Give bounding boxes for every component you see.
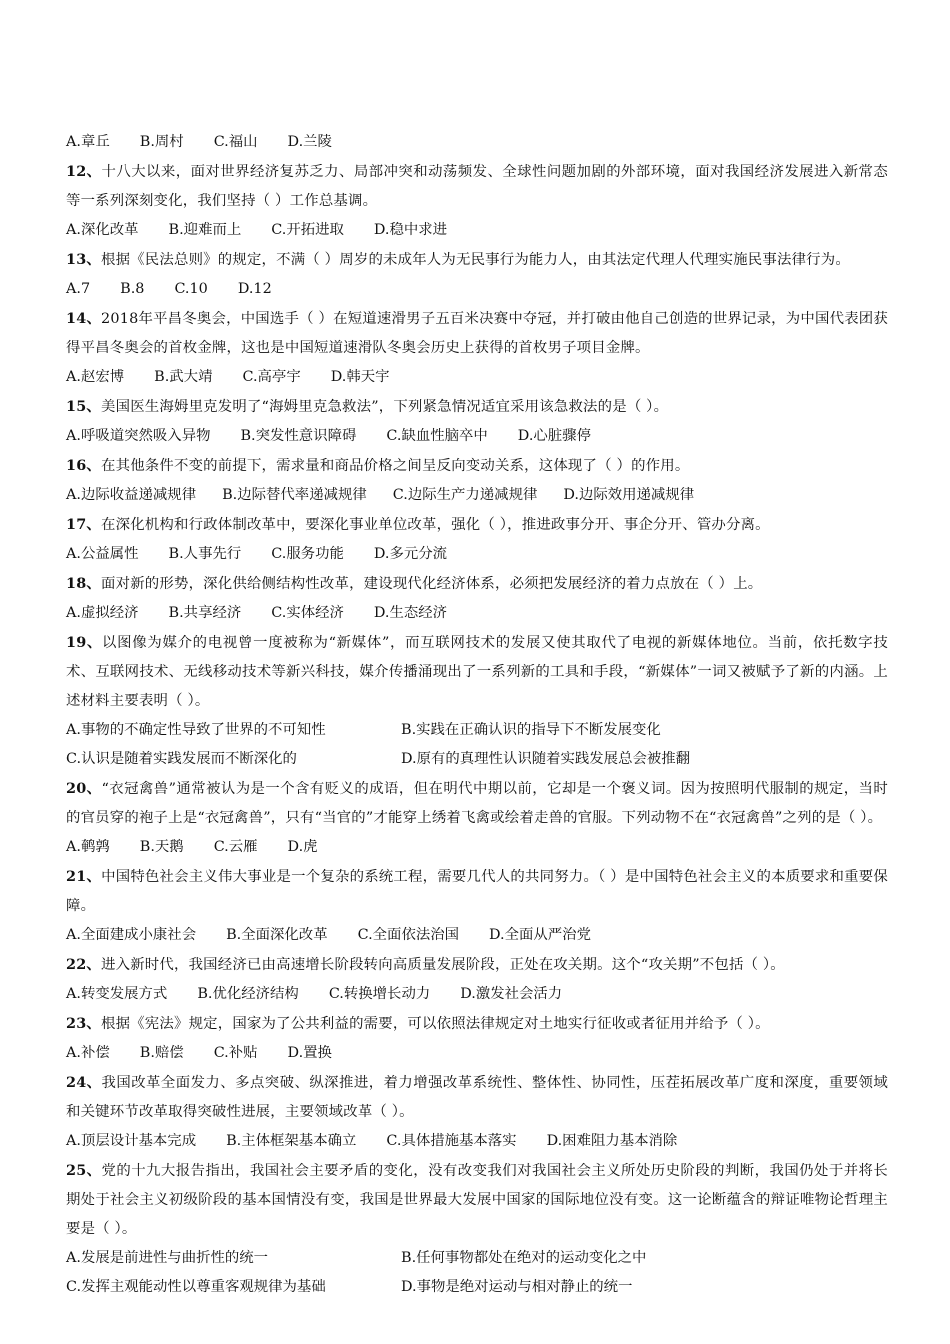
option: C.发挥主观能动性以尊重客观规律为基础 — [66, 1279, 326, 1295]
option: D.置换 — [287, 1045, 332, 1061]
question-text: 2018年平昌冬奥会，中国选手（ ）在短道速滑男子五百米决赛中夺冠，并打破由他自己创造的世界记录，为中国代表团获得平昌冬奥会的首枚金牌，这也是中国短道速滑队冬奥会历史上获得的首枚男子项目金牌。 — [66, 311, 888, 356]
question-21 — [66, 862, 888, 921]
option: D.虎 — [287, 839, 318, 855]
question-number: 23、 — [66, 1015, 102, 1032]
option: B.8 — [120, 281, 145, 297]
option: B.赔偿 — [139, 1045, 184, 1061]
option: B.武大靖 — [154, 369, 213, 385]
option: A.边际收益递减规律 — [66, 487, 197, 503]
option: D.困难阻力基本消除 — [546, 1133, 678, 1149]
option: C.具体措施基本落实 — [386, 1133, 517, 1149]
q21-options — [66, 921, 888, 950]
option: D.稳中求进 — [373, 222, 448, 238]
q25-options-row1 — [66, 1244, 888, 1273]
question-23 — [66, 1009, 888, 1039]
option: D.韩天宇 — [330, 369, 390, 385]
option: B.共享经济 — [168, 605, 242, 621]
q22-options — [66, 980, 888, 1009]
question-text: 在深化机构和行政体制改革中，要深化事业单位改革，强化（ ），推进政事分开、事企分开、管办分离。 — [101, 517, 770, 533]
question-text: 党的十九大报告指出，我国社会主要矛盾的变化，没有改变我们对我国社会主义所处历史阶段的判断，我国仍处于并将长期处于社会主义初级阶段的基本国情没有变，我国是世界最大发展中国家的国际地位没有变。这一论断蕴含的辩证唯物论哲理主要是（ ）。 — [66, 1163, 888, 1237]
option: B.任何事物都处在绝对的运动变化之中 — [401, 1250, 647, 1266]
question-14 — [66, 304, 888, 363]
option: C.边际生产力递减规律 — [392, 487, 538, 503]
question-number: 12、 — [66, 163, 102, 180]
option: D.全面从严治党 — [489, 927, 591, 943]
question-number: 15、 — [66, 398, 102, 415]
option: C.实体经济 — [271, 605, 344, 621]
option: C.缺血性脑卒中 — [386, 428, 488, 444]
option: C.开拓进取 — [271, 222, 344, 238]
q13-options — [66, 275, 888, 304]
q24-options — [66, 1127, 888, 1156]
question-number: 25、 — [66, 1162, 102, 1179]
option: B.实践在正确认识的指导下不断发展变化 — [401, 722, 661, 738]
q16-options — [66, 481, 888, 510]
question-text: 面对新的形势，深化供给侧结构性改革，建设现代化经济体系，必须把发展经济的着力点放在（ ）上。 — [101, 576, 763, 592]
question-number: 13、 — [66, 251, 102, 268]
option: C.补贴 — [213, 1045, 258, 1061]
question-text: “衣冠禽兽”通常被认为是一个含有贬义的成语，但在明代中期以前，它却是一个褒义词。因为按照明代服制的规定，当时的官员穿的袍子上是“衣冠禽兽”，只有“当官的”才能穿上绣着飞禽或绘着走兽的官服。下列动物不在“衣冠禽兽”之列的是（ ）。 — [66, 781, 888, 826]
option: A.发展是前进性与曲折性的统一 — [66, 1250, 269, 1266]
option: C.认识是随着实践发展而不断深化的 — [66, 751, 297, 767]
q15-options — [66, 422, 888, 451]
option: C.全面依法治国 — [357, 927, 460, 943]
question-text: 十八大以来，面对世界经济复苏乏力、局部冲突和动荡频发、全球性问题加剧的外部环境，面对我国经济发展进入新常态等一系列深刻变化，我们坚持（ ）工作总基调。 — [66, 164, 888, 209]
option: D.边际效用递减规律 — [563, 487, 695, 503]
q25-options-row2 — [66, 1273, 888, 1302]
option: C.服务功能 — [271, 546, 344, 562]
q14-options — [66, 363, 888, 392]
question-number: 22、 — [66, 956, 102, 973]
question-18 — [66, 569, 888, 599]
question-text: 我国改革全面发力、多点突破、纵深推进，着力增强改革系统性、整体性、协同性，压茬拓展改革广度和深度，重要领域和关键环节改革取得突破性进展，主要领域改革（ ）。 — [66, 1075, 888, 1120]
question-25 — [66, 1156, 888, 1244]
option: C.云雁 — [213, 839, 258, 855]
option: B.天鹅 — [139, 839, 184, 855]
option: D.事物是绝对运动与相对静止的统一 — [401, 1279, 633, 1295]
option: A.呼吸道突然吸入异物 — [66, 428, 211, 444]
question-15 — [66, 392, 888, 422]
question-13 — [66, 245, 888, 275]
q23-options — [66, 1039, 888, 1068]
question-number: 17、 — [66, 516, 102, 533]
question-text: 中国特色社会主义伟大事业是一个复杂的系统工程，需要几代人的共同努力。（ ）是中国特色社会主义的本质要求和重要保障。 — [66, 869, 888, 914]
question-text: 根据《宪法》规定，国家为了公共利益的需要，可以依照法律规定对土地实行征收或者征用并给予（ ）。 — [101, 1016, 770, 1032]
option: A.章丘 — [66, 134, 110, 150]
option: A.事物的不确定性导致了世界的不可知性 — [66, 722, 326, 738]
question-12 — [66, 157, 888, 216]
q11-options — [66, 128, 888, 157]
question-number: 16、 — [66, 457, 102, 474]
question-22 — [66, 950, 888, 980]
q17-options — [66, 540, 888, 569]
question-number: 21、 — [66, 868, 102, 885]
exam-page — [66, 128, 888, 1302]
option: C.转换增长动力 — [328, 986, 431, 1002]
option: A.顶层设计基本完成 — [66, 1133, 197, 1149]
question-text: 在其他条件不变的前提下，需求量和商品价格之间呈反向变动关系，这体现了（ ）的作用。 — [101, 458, 690, 474]
option: A.赵宏博 — [66, 369, 125, 385]
question-19 — [66, 628, 888, 716]
option: B.人事先行 — [168, 546, 242, 562]
option: A.全面建成小康社会 — [66, 927, 197, 943]
option: B.全面深化改革 — [226, 927, 328, 943]
option: B.突发性意识障碍 — [240, 428, 357, 444]
question-text: 进入新时代，我国经济已由高速增长阶段转向高质量发展阶段，正处在攻关期。这个“攻关期”不包括（ ）。 — [101, 957, 785, 973]
option: D.兰陵 — [287, 134, 332, 150]
option: A.鹌鹑 — [66, 839, 110, 855]
option: D.激发社会活力 — [460, 986, 563, 1002]
option: C.福山 — [213, 134, 258, 150]
question-text: 美国医生海姆里克发明了“海姆里克急救法”，下列紧急情况适宜采用该急救法的是（ ）。 — [101, 399, 669, 415]
option: D.原有的真理性认识随着实践发展总会被推翻 — [401, 751, 691, 767]
question-number: 19、 — [66, 634, 103, 651]
q19-options-row2 — [66, 745, 888, 774]
option: A.7 — [66, 281, 91, 297]
question-16 — [66, 451, 888, 481]
option: B.优化经济结构 — [197, 986, 299, 1002]
option: B.周村 — [139, 134, 184, 150]
q20-options — [66, 833, 888, 862]
option: D.生态经济 — [373, 605, 448, 621]
option: A.虚拟经济 — [66, 605, 139, 621]
option: C.高亭宇 — [242, 369, 301, 385]
question-text: 根据《民法总则》的规定，不满（ ）周岁的未成年人为无民事行为能力人，由其法定代理人代理实施民事法律行为。 — [101, 252, 850, 268]
question-number: 18、 — [66, 575, 102, 592]
q19-options-row1 — [66, 716, 888, 745]
question-number: 20、 — [66, 780, 102, 797]
option: A.补偿 — [66, 1045, 110, 1061]
option: D.多元分流 — [373, 546, 448, 562]
question-20 — [66, 774, 888, 833]
q18-options — [66, 599, 888, 628]
question-text: 以图像为媒介的电视曾一度被称为“新媒体”，而互联网技术的发展又使其取代了电视的新媒体地位。当前，依托数字技术、互联网技术、无线移动技术等新兴科技，媒介传播涌现出了一系列新的工具和手段，“新媒体”一词又被赋予了新的内涵。上述材料主要表明（ ）。 — [66, 635, 888, 709]
option: A.公益属性 — [66, 546, 139, 562]
q12-options — [66, 216, 888, 245]
option: D.12 — [237, 281, 272, 297]
option: A.深化改革 — [66, 222, 139, 238]
option: B.主体框架基本确立 — [226, 1133, 357, 1149]
option: B.边际替代率递减规律 — [222, 487, 367, 503]
option: A.转变发展方式 — [66, 986, 168, 1002]
question-number: 14、 — [66, 310, 102, 327]
question-24 — [66, 1068, 888, 1127]
question-17 — [66, 510, 888, 540]
option: B.迎难而上 — [168, 222, 242, 238]
question-number: 24、 — [66, 1074, 102, 1091]
option: C.10 — [174, 281, 208, 297]
option: D.心脏骤停 — [517, 428, 591, 444]
